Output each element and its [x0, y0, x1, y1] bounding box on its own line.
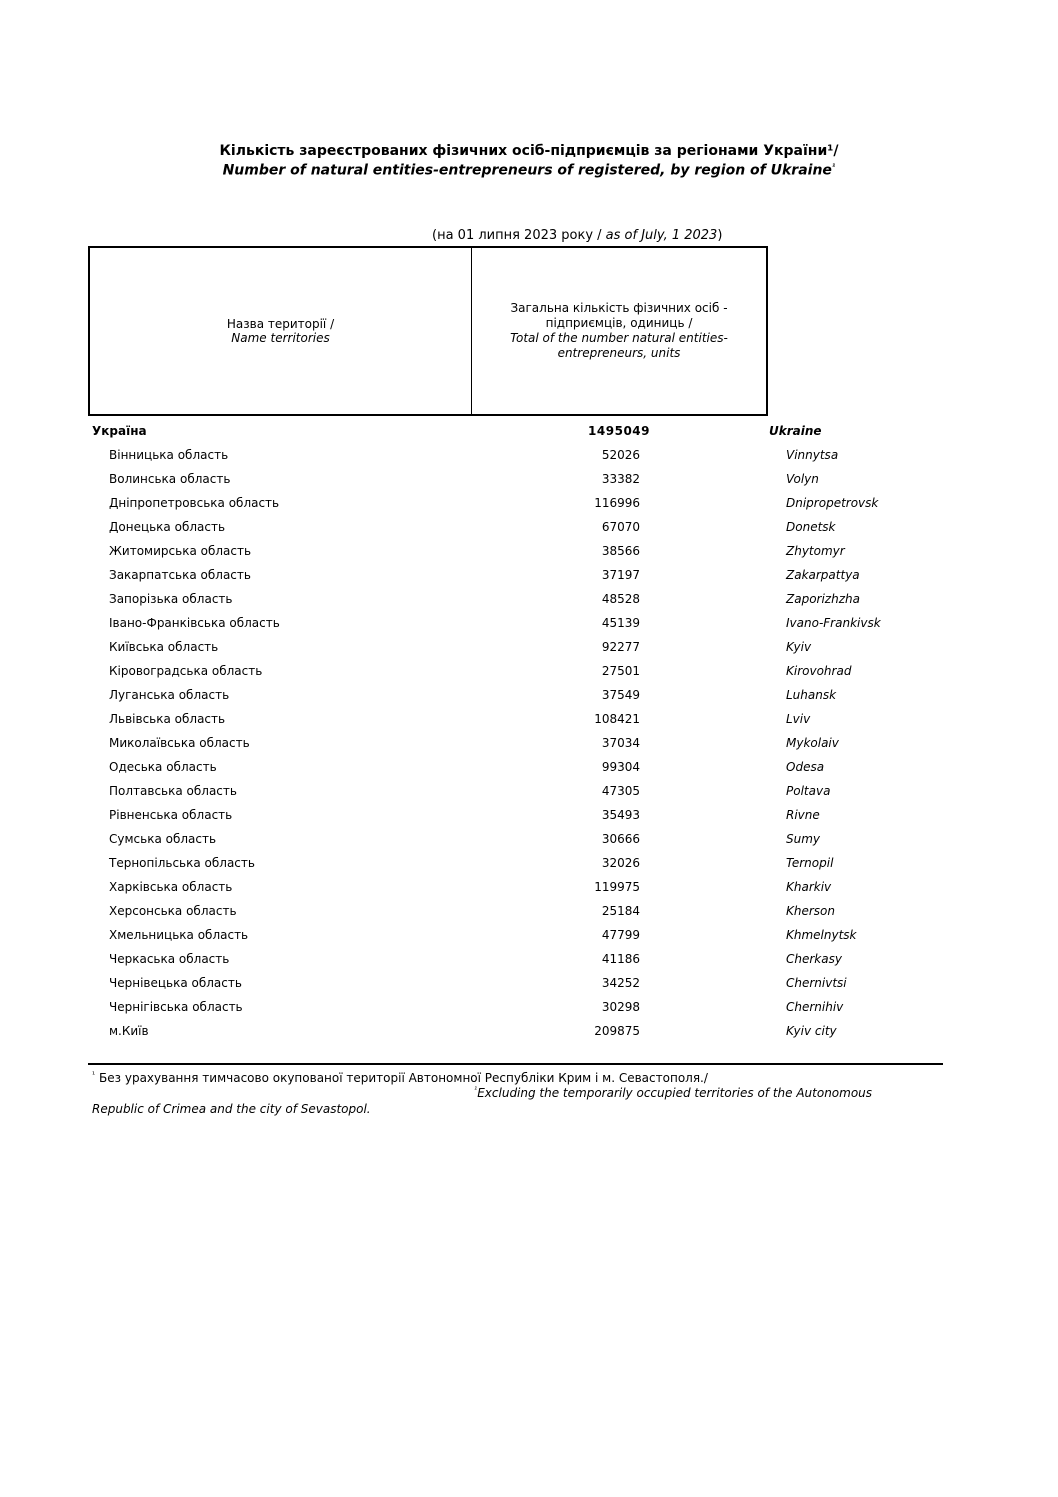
- table-row: Кіровоградська область 27501 Kirovohrad: [109, 664, 852, 678]
- table-row: Волинська область 33382 Volyn: [109, 472, 819, 486]
- table-row: Дніпропетровська область 116996 Dnipropetrovsk: [109, 496, 879, 510]
- table-row: Львівська область 108421 Lviv: [109, 712, 811, 726]
- title-ukrainian: Кількість зареєстрованих фізичних осіб-підприємців за регіонами України¹/: [219, 143, 839, 159]
- table-row: Донецька область 67070 Donetsk: [109, 520, 836, 534]
- table-row-total: Україна 1495049 Ukraine: [92, 424, 822, 438]
- header-territory: Назва території / Name territories: [90, 248, 472, 414]
- footnote-english-line2: Republic of Crimea and the city of Sevastopol.: [92, 1102, 371, 1116]
- footnote-divider: [88, 1063, 943, 1065]
- report-date: (на 01 липня 2023 року / as of July, 1 2023): [432, 228, 723, 243]
- table-row: Хмельницька область 47799 Khmelnytsk: [109, 928, 857, 942]
- table-row: Чернівецька область 34252 Chernivtsi: [109, 976, 847, 990]
- table-row: Луганська область 37549 Luhansk: [109, 688, 837, 702]
- table-row: Чернігівська область 30298 Chernihiv: [109, 1000, 844, 1014]
- table-row: Запорізька область 48528 Zaporizhzha: [109, 592, 860, 606]
- footnote-english-line1: $^{^1}$Excluding the temporarily occupied territories of the Autonomous: [474, 1085, 873, 1100]
- table-row: Одеська область 99304 Odesa: [109, 760, 825, 774]
- table-row: м.Київ 209875 Kyiv city: [109, 1024, 837, 1038]
- table-row: Рівненська область 35493 Rivne: [109, 808, 820, 822]
- footnote-ukrainian: $^{^1}$ Без урахування тимчасово окупованої території Автономної Республіки Крим і м. Севастополя./: [92, 1070, 708, 1085]
- table-row: Сумська область 30666 Sumy: [109, 832, 821, 846]
- table-row: Житомирська область 38566 Zhytomyr: [109, 544, 845, 558]
- table-row: Херсонська область 25184 Kherson: [109, 904, 835, 918]
- table-row: Полтавська область 47305 Poltava: [109, 784, 831, 798]
- title-english: Number of natural entities-entrepreneurs of registered, by region of Ukraine$^{^1}$: [222, 162, 836, 179]
- table-row: Тернопільська область 32026 Ternopil: [109, 856, 834, 870]
- table-row: Івано-Франківська область 45139 Ivano-Frankivsk: [109, 616, 881, 630]
- table-row: Київська область 92277 Kyiv: [109, 640, 812, 654]
- header-total: Загальна кількість фізичних осіб - підприємців, одиниць / Total of the number natural entities- entrepreneurs, units: [510, 301, 728, 360]
- table-header: [88, 246, 768, 416]
- table-row: Вінницька область 52026 Vinnytsa: [109, 448, 839, 462]
- table-row: Черкаська область 41186 Cherkasy: [109, 952, 842, 966]
- table-row: Закарпатська область 37197 Zakarpattya: [109, 568, 860, 582]
- table-row: Миколаївська область 37034 Mykolaiv: [109, 736, 839, 750]
- table-row: Харківська область 119975 Kharkiv: [109, 880, 832, 894]
